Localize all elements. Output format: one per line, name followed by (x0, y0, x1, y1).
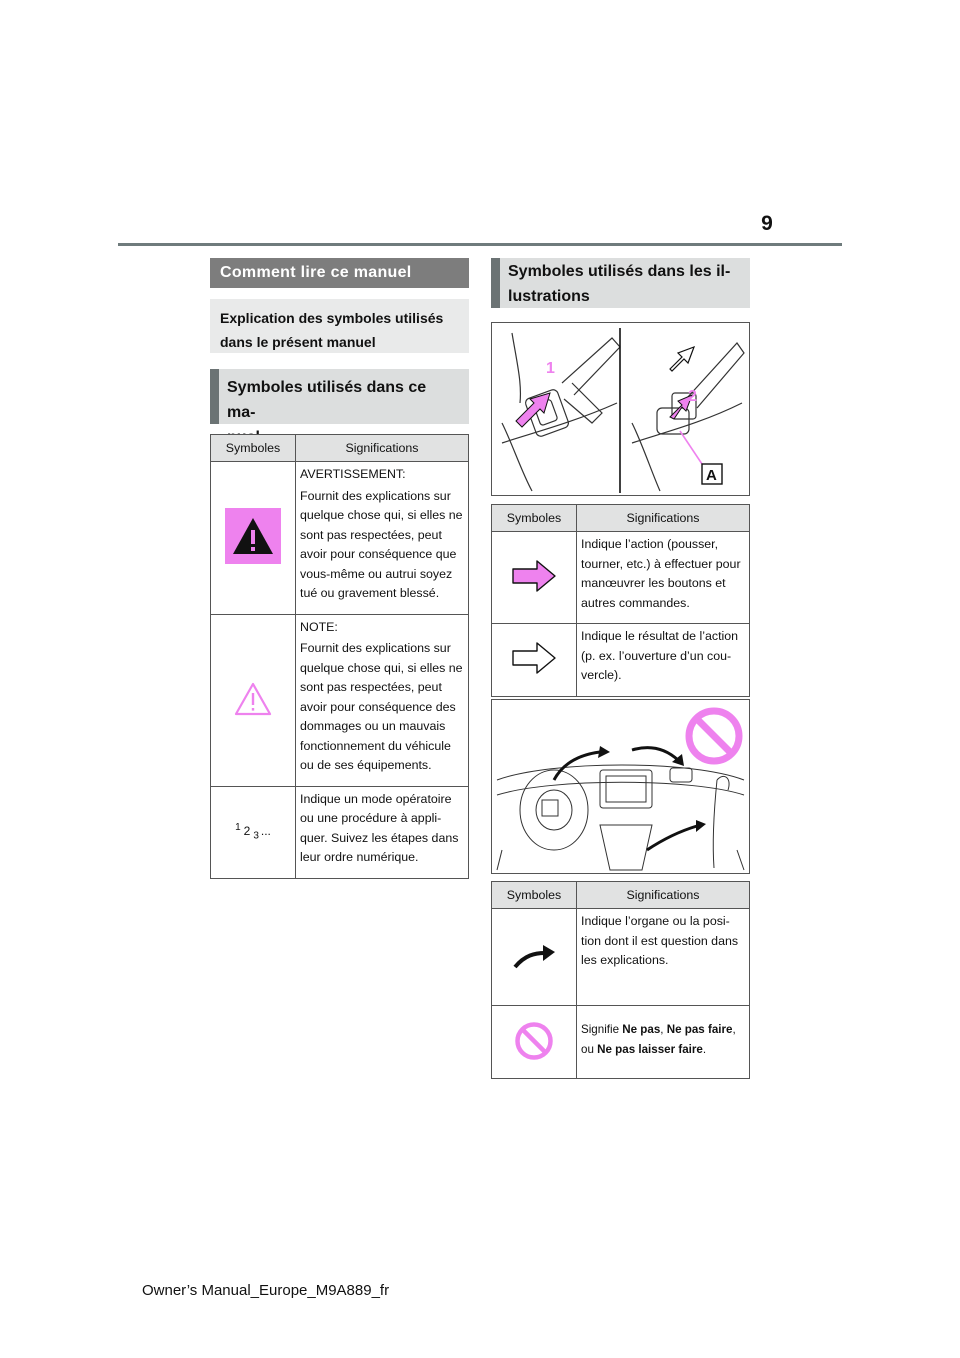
step-2-label: 2 (688, 388, 697, 405)
symbol-cell (211, 786, 296, 878)
dashboard-illustration (491, 699, 750, 874)
meaning-cell (577, 532, 750, 624)
chapter-title: Comment lire ce manuel (210, 258, 469, 288)
meaning-label: AVERTISSEMENT: (300, 467, 406, 481)
prohibition-icon (513, 1020, 555, 1062)
table-row (211, 462, 469, 615)
page-number: 9 (761, 212, 773, 235)
table-header-row (492, 882, 750, 909)
section-heading-line: Symboles utilisés dans ce ma- (227, 379, 427, 421)
illustration-symbols-table-2 (491, 881, 750, 1079)
meaning-text: Indique le résultat de l’action (p. ex. l’ouverture d’un cou- vercle). (581, 629, 739, 682)
meaning-text: Fournit des explications sur quelque chose qui, si elles ne sont pas respectées, peut avoir pour conséquence des dommages ou un mauvais fonctionnement du véhicule ou de ses équipements. (300, 641, 463, 772)
symbol-cell (492, 532, 577, 624)
section-heading (210, 369, 469, 424)
table-row (211, 614, 469, 786)
symbols-table (210, 434, 469, 879)
symbol-cell (211, 614, 296, 786)
table-row (492, 624, 750, 697)
seatbelt-drawing (492, 323, 749, 495)
illustration-symbols-table (491, 504, 750, 697)
table-row (492, 1006, 750, 1079)
symbol-cell (492, 1006, 577, 1079)
symbol-cell (211, 462, 296, 615)
column-header: Symboles (492, 505, 577, 532)
meaning-cell (296, 614, 469, 786)
warning-filled-icon (225, 508, 281, 564)
subtitle-line: dans le présent manuel (220, 334, 376, 350)
symbol-cell (492, 624, 577, 697)
column-header: Significations (577, 882, 750, 909)
subtitle-line: Explication des symboles utilisés (220, 310, 444, 326)
table-row (211, 786, 469, 878)
symbol-cell (492, 909, 577, 1006)
step-1-label: 1 (546, 360, 555, 377)
table-header-row (492, 505, 750, 532)
curved-arrow-icon (511, 941, 557, 971)
meaning-text: Fournit des explications sur quelque chose qui, si elles ne sont pas respectées, peut avoir pour conséquence que vous-même ou autrui soyez tué ou gravement blessé. (300, 488, 463, 600)
outline-arrow-icon (511, 641, 557, 675)
column-header: Symboles (211, 435, 296, 462)
subtitle (210, 299, 469, 353)
footer-document-id: Owner’s Manual_Europe_M9A889_fr (142, 1282, 390, 1299)
section-heading-line: lustrations (508, 288, 590, 305)
warning-outline-icon (233, 681, 273, 717)
meaning-label: NOTE: (300, 619, 338, 634)
meaning-cell (577, 1006, 750, 1079)
section-heading-line: Symboles utilisés dans les il- (508, 263, 731, 280)
callout-a-label: A (706, 467, 717, 484)
meaning-cell (296, 462, 469, 615)
meaning-cell (577, 909, 750, 1006)
section-heading (491, 258, 750, 308)
meaning-text: Indique l’organe ou la posi- tion dont il est question dans les explications. (581, 914, 739, 967)
column-header: Symboles (492, 882, 577, 909)
top-rule (118, 243, 842, 246)
table-row (492, 532, 750, 624)
dashboard-drawing (492, 700, 749, 873)
table-header-row (211, 435, 469, 462)
pink-arrow-icon (511, 559, 557, 593)
column-header: Significations (577, 505, 750, 532)
table-row (492, 909, 750, 1006)
meaning-text: Indique l’action (pousser, tourner, etc.) à effectuer pour manœuvrer les boutons et autres commandes. (581, 537, 741, 610)
seatbelt-illustration (491, 322, 750, 496)
meaning-cell (577, 624, 750, 697)
meaning-text: Indique un mode opératoire ou une procédure à appli- quer. Suivez les étapes dans leur ordre numérique. (300, 791, 459, 864)
step-numbers-icon: $^1$ 2 $_3$ ... (235, 822, 271, 842)
meaning-cell (296, 786, 469, 878)
meaning-text: Signifie Ne pas, Ne pas faire, ou Ne pas laisser faire. (581, 1023, 736, 1056)
column-header: Significations (296, 435, 469, 462)
